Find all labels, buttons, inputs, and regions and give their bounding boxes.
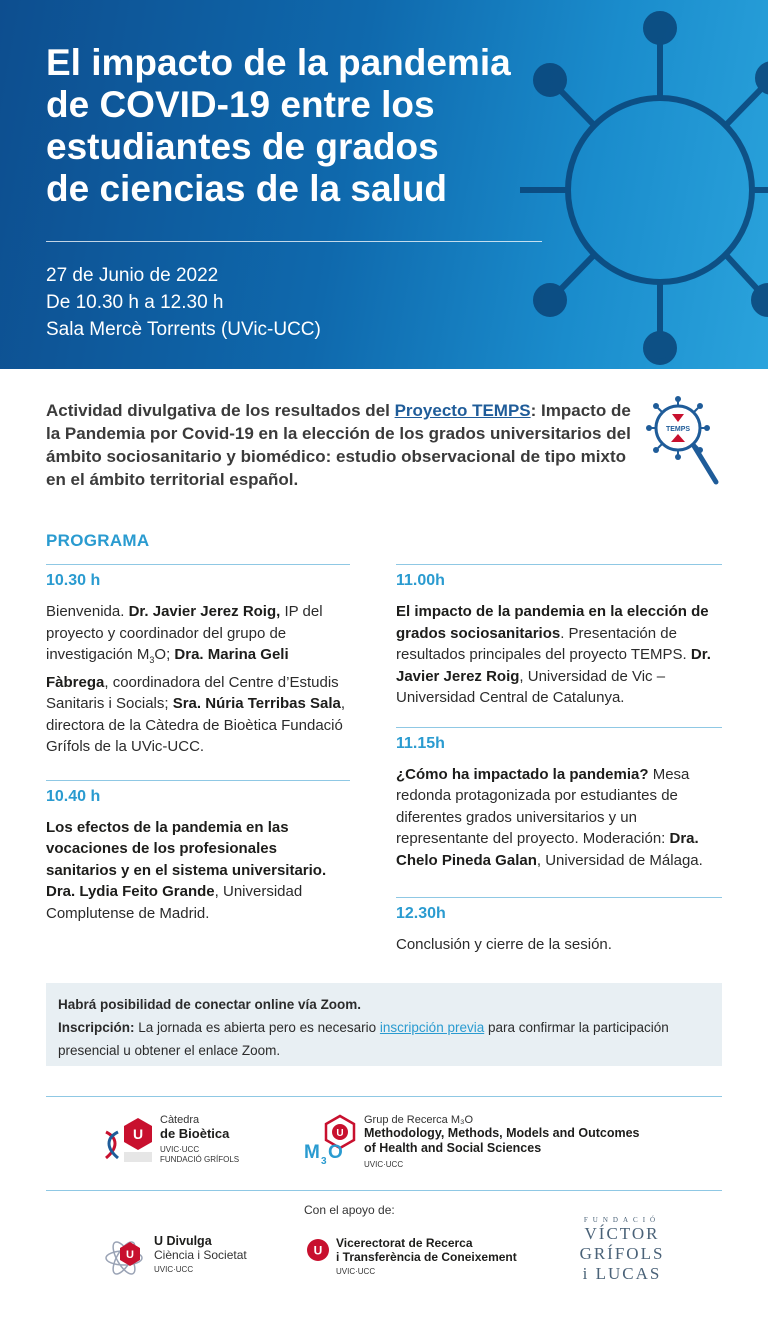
footer-divider [46,1190,722,1191]
catedra-bioetica-logo [104,1112,294,1172]
catedra-line1: Càtedra [160,1114,200,1126]
grifols-line2: GRÍFOLS [579,1244,665,1263]
m3o-research-group-logo [304,1112,674,1176]
program-item-1040 [46,780,350,925]
title-line: de COVID-19 entre los [46,84,435,125]
registration-desc: para confirmar la participación presencial u obtener el enlace Zoom. [58,1020,669,1058]
udivulga-line3: UVIC·UCC [154,1265,194,1274]
catedra-line3: UVIC·UCC [160,1145,200,1154]
zoom-note [58,993,710,1016]
title-line: estudiantes de grados [46,126,439,167]
m3o-line4: UVIC·UCC [364,1160,404,1169]
program-item-1030 [46,564,350,758]
temps-project-link[interactable]: Proyecto TEMPS [394,401,531,420]
header-divider [46,241,542,242]
registration-label: Inscripción: [58,1020,135,1035]
program-time: 10.40 h [46,787,101,805]
m3o-line3: of Health and Social Sciences [364,1141,542,1155]
support-label: Con el apoyo de: [304,1203,395,1217]
program-description [46,601,350,758]
vicerectorat-line1: Vicerectorat de Recerca [336,1236,473,1250]
program-item-1100 [396,564,722,709]
intro-colon: : [530,401,537,420]
udivulga-line1: U Divulga [154,1234,212,1248]
zoom-note-text: Habrá posibilidad de conectar online vía Zoom. [58,997,362,1012]
registration-desc: La jornada es abierta pero es necesario [134,1020,380,1035]
program-description [396,601,722,709]
desc-text: , Universidad Complutense de Madrid. [46,883,303,922]
speaker-name: Dra. Chelo Pineda Galan [396,830,699,869]
svg-text:O: O [328,1142,343,1163]
udivulga-logo-icon [104,1236,148,1276]
desc-text: IP del proyecto y coordinador del grupo de investigación M [46,603,323,663]
desc-text: Conclusión y cierre de la sesión. [396,936,612,953]
svg-text:U: U [132,1126,144,1142]
registration-text [58,1016,710,1062]
temps-logo [646,396,722,488]
svg-text:U: U [336,1128,344,1139]
program-item-1230 [396,897,722,956]
m3o-logo-icon [304,1114,360,1166]
event-info [46,262,321,343]
event-date: 27 de Junio de 2022 [46,265,219,286]
program-time: 11.15h [396,734,445,752]
desc-text: . Presentación de resultados principales del proyecto TEMPS. [396,624,691,663]
catedra-line4: FUNDACIÓ GRÍFOLS [160,1155,240,1164]
speaker-name: Dr. Javier Jerez Roig [396,646,711,685]
intro-lead: Actividad divulgativa de los resultados del [46,401,395,420]
svg-text:M: M [304,1142,320,1163]
svg-text:3: 3 [321,1156,327,1166]
program-description [46,817,350,925]
desc-text: , coordinadora del Centre d’Estudis Sanitaris i Socials; [46,673,339,712]
desc-subscript: 3 [149,655,155,665]
fundacio-grifols-logo [562,1216,682,1296]
grifols-line0: FUNDACIÓ [583,1216,661,1224]
speaker-name: Dra. Lydia Feito Grande [46,883,215,900]
program-column-right [396,564,722,956]
vicerectorat-logo [306,1236,536,1280]
title-line: de ciencias de la salud [46,168,448,209]
desc-text: , directora de la Càtedra de Bioètica Fundació Grífols de la UVic-UCC. [46,695,346,755]
vicerectorat-line2: i Transferència de Coneixement [336,1250,517,1264]
speaker-name: Dr. Javier Jerez Roig, [128,603,281,620]
program-description [396,934,722,956]
m3o-line2: Methodology, Methods, Models and Outcomes [364,1126,640,1140]
program-time: 10.30 h [46,572,101,589]
catedra-line2: de Bioètica [160,1126,230,1141]
program-time: 11.00h [396,572,445,589]
desc-text: Bienvenida. [46,603,129,620]
desc-text: O; [154,646,175,663]
udivulga-line2: Ciència i Societat [154,1248,247,1262]
svg-text:U: U [126,1249,134,1261]
temps-logo-label: TEMPS [665,426,691,433]
catedra-logo-icon [104,1118,156,1166]
header-banner [0,0,768,369]
event-time: De 10.30 h a 12.30 h [46,292,224,313]
registration-link[interactable]: inscripción previa [379,1020,485,1035]
svg-text:U: U [313,1243,323,1258]
vicerectorat-line3: UVIC·UCC [336,1267,376,1276]
program-time: 12.30h [396,905,446,922]
program-column-left [46,564,350,924]
event-venue: Sala Mercè Torrents (UVic-UCC) [46,319,321,340]
page-title [46,42,566,210]
desc-text: Mesa redonda protagonizada por estudiantes de diferentes grados universitarios y un representante del proyecto. Moderación: [396,765,690,847]
session-title: El impacto de la pandemia en la elección de grados sociosanitarios [396,603,709,642]
program-description [396,764,722,872]
grifols-line1: VÍCTOR [584,1224,660,1243]
registration-box [46,983,722,1066]
program-heading: PROGRAMA [46,531,150,550]
speaker-name: Dra. Marina Geli Fàbrega [46,646,289,691]
desc-text: , Universidad de Vic – Universidad Central de Catalunya. [396,667,666,706]
speaker-name: Sra. Núria Terribas Sala [172,695,341,712]
desc-text: , Universidad de Málaga. [536,851,703,869]
session-title: Los efectos de la pandemia en las vocaciones de los profesionales sanitarios y en el sistema universitario. [46,818,327,879]
udivulga-logo [104,1234,274,1278]
grifols-line3: i LUCAS [582,1264,662,1283]
title-line: El impacto de la pandemia [46,42,511,83]
session-title: ¿Cómo ha impactado la pandemia? [396,765,649,783]
footer-divider [46,1096,722,1097]
intro-rest: Impacto de la Pandemia por Covid-19 en la elección de los grados universitarios del ámbito sociosanitario y biomédico: estudio observacional de tipo mixto en el ámbito territorial español. [46,401,631,489]
program-item-1115 [396,727,722,872]
vicerectorat-logo-icon [306,1238,330,1262]
intro-text [46,399,636,491]
m3o-line1: Grup de Recerca M₃O [364,1114,474,1126]
